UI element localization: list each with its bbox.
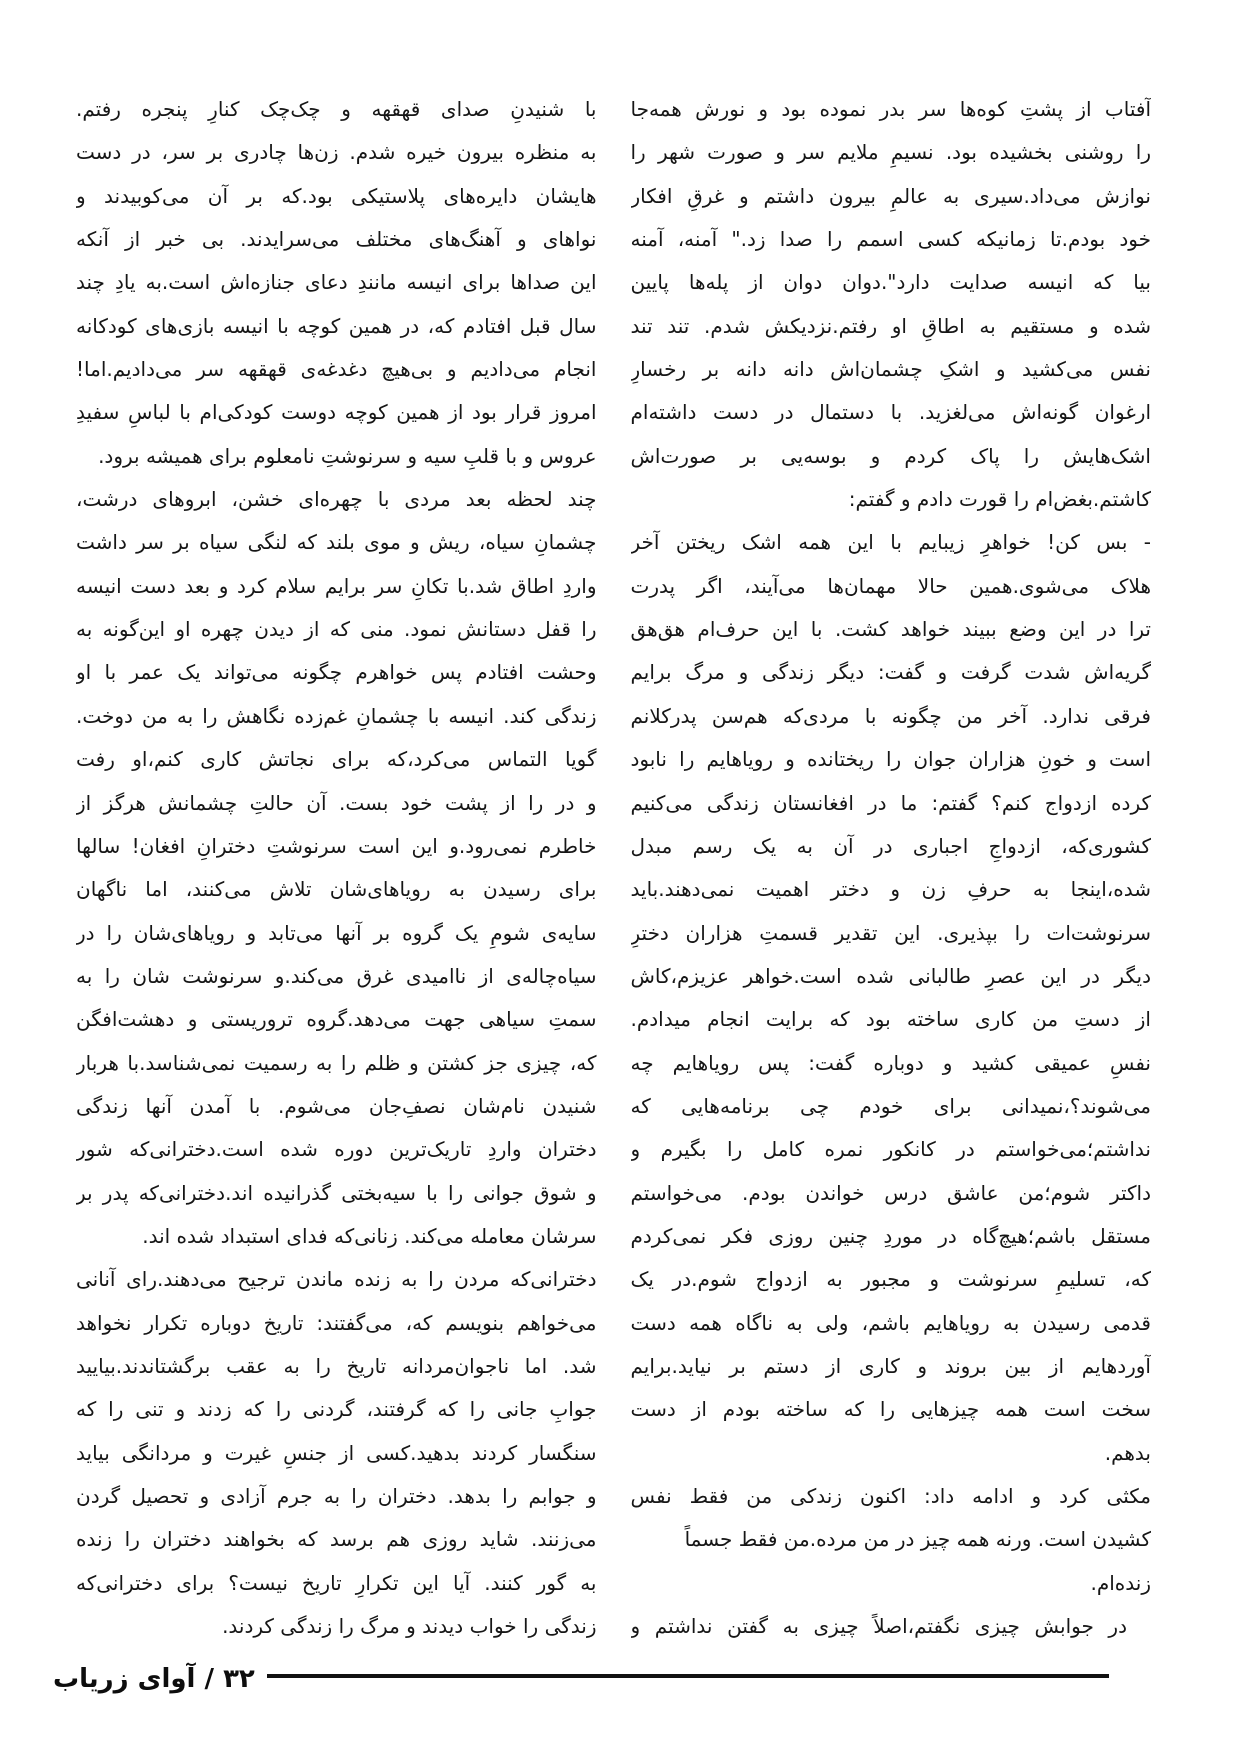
- text-column-right: [631, 88, 1152, 1648]
- text-line: را قفل دستانش نمود. منی که از دیدن چهره او این‌گونه به: [76, 617, 597, 642]
- text-line: زندگی کند. انیسه با چشمانِ غم‌زده نگاهش را به من دوخت.: [76, 703, 597, 728]
- text-line: جوابِ جانی را که گرفتند، گردنی را که زدند و تنی را که: [76, 1397, 597, 1422]
- text-line: انجام می‌دادیم و بی‌هیچ دغدغه‌ی قهقهه سر می‌دادیم.اما!: [76, 357, 597, 382]
- text-line: این صداها برای انیسه مانندِ دعای جنازه‌اش است.به یادِ چند: [76, 270, 597, 295]
- text-line: سایه‌ی شومِ یک گروه بر آنها می‌تابد و رویاهای‌شان را در: [76, 920, 597, 945]
- text-line: فرقی ندارد. آخر من چگونه با مردی‌که هم‌سن پدرکلانم: [630, 703, 1151, 728]
- page-footer: [53, 1656, 1067, 1702]
- text-column-left: [76, 88, 597, 1648]
- text-line: کشیدن است. ورنه همه چیز در من مرده.من فقط جسماً: [684, 1527, 1151, 1552]
- text-line: خاطرم نمی‌رود.و این است سرنوشتِ دخترانِ افغان! سالها: [76, 833, 597, 858]
- text-line: به گور کنند. آیا این تکرارِ تاریخ نیست؟ برای دخترانی‌که: [76, 1570, 597, 1595]
- text-line: شنیدن نام‌شان نصفِ‌جان می‌شوم. با آمدن آنها زندگی: [76, 1093, 597, 1118]
- footer-rule: [267, 1674, 1109, 1678]
- text-line: و شوق جوانی را با سیه‌بختی گذرانیده اند.دخترانی‌که پدر بر: [76, 1180, 597, 1205]
- text-line: سنگسار کردند بدهید.کسی از جنسِ غیرت و مردانگی بیاید: [76, 1440, 597, 1465]
- text-line: سال قبل افتادم که، در همین کوچه با انیسه بازی‌های کودکانه: [76, 313, 597, 338]
- text-line: دیگر در این عصرِ طالبانی شده است.خواهر عزیزم،کاش: [630, 963, 1151, 988]
- text-line: گریه‌اش شدت گرفت و گفت: دیگر زندگی و مرگ برایم: [630, 660, 1151, 685]
- text-line: دختران واردِ تاریک‌ترین دوره شده است.دخترانی‌که شور: [76, 1137, 597, 1162]
- text-line: بیا که انیسه صدایت دارد".دوان دوان از پله‌ها پایین: [630, 270, 1151, 295]
- text-line: کرده ازدواج کنم؟ گفتم: ما در افغانستان زندگی می‌کنیم: [630, 790, 1151, 815]
- text-line: به منظره بیرون خیره شدم. زن‌ها چادری بر سر، در دست: [76, 140, 597, 165]
- text-line: و جوابم را بدهد. دختران را به جرم آزادی و تحصیل گردن: [76, 1484, 597, 1508]
- text-line: ارغوان گونه‌اش می‌لغزید. با دستمال در دست داشته‌ام: [630, 400, 1151, 425]
- text-line: گویا التماس می‌کرد،که برای نجاتش کاری کنم،او رفت: [76, 747, 597, 772]
- text-line: نفس می‌کشید و اشکِ چشمان‌اش دانه دانه بر رخسارِ: [630, 357, 1151, 382]
- text-line: سخت است همه چیزهایی را که ساخته بودم از دست: [630, 1397, 1151, 1422]
- text-line: که، تسلیمِ سرنوشت و مجبور به ازدواج شوم.در یک: [630, 1267, 1151, 1292]
- text-line: وحشت افتادم پس خواهرم چگونه می‌تواند یک عمر با او: [76, 660, 597, 685]
- text-line: هلاک می‌شوی.همین حالا مهمان‌ها می‌آیند، اگر پدرت: [630, 573, 1151, 598]
- text-line: نفسِ عمیقی کشید و دوباره گفت: پس رویاهایم چه: [630, 1050, 1151, 1075]
- text-line: خود بودم.تا زمانیکه کسی اسمم را صدا زد." آمنه، آمنه: [630, 227, 1151, 252]
- text-line: کاشتم.بغض‌ام را قورت دادم و گفتم:: [848, 487, 1151, 512]
- text-line: شد. اما ناجوان‌مردانه تاریخ را به عقب برگشتاندند.بیایید: [76, 1353, 597, 1378]
- text-line: می‌خواهم بنویسم که، می‌گفتند: تاریخ دوباره تکرار نخواهد: [76, 1310, 597, 1335]
- text-line: نداشتم؛می‌خواستم در کانکور نمره کامل را بگیرم و: [630, 1137, 1151, 1162]
- text-line: داکتر شوم؛من عاشق درس خواندن بودم. می‌خواستم: [630, 1180, 1151, 1205]
- text-line: کشوری‌که، ازدواجِ اجباری در آن به یک رسم مبدل: [630, 833, 1151, 858]
- text-line: هایشان دایره‌های پلاستیکی بود.که بر آن می‌کوبیدند و: [76, 183, 597, 208]
- text-line: در جوابش چیزی نگفتم،اصلاً چیزی به گفتن نداشتم و: [630, 1614, 1127, 1639]
- text-line: نوازش می‌داد.سیری به عالمِ بیرون داشتم و غرقِ افکار: [630, 183, 1151, 208]
- text-line: بدهم.: [1104, 1440, 1151, 1465]
- text-line: قدمی رسیدن به رویاهایم باشم، ولی به ناگاه همه دست: [630, 1310, 1151, 1335]
- text-line: سمتِ سیاهی جهت می‌دهد.گروه تروریستی و دهشت‌افگن: [76, 1007, 597, 1032]
- text-line: شده و مستقیم به اطاقِ او رفتم.نزدیکش شدم. تند تند: [630, 313, 1151, 338]
- text-line: و در را از پشت خود بست. آن حالتِ چشمانش هرگز از: [76, 790, 597, 815]
- text-line: برای رسیدن به رویاهای‌شان تلاش می‌کنند، اما ناگهان: [76, 877, 597, 902]
- text-line: سرنوشت‌ات را بپذیری. این تقدیر قسمتِ هزاران دخترِ: [630, 920, 1151, 945]
- text-columns: [76, 88, 1151, 1648]
- text-line: مستقل باشم؛هیچ‌گاه در موردِ چنین روزی فکر نمی‌کردم: [630, 1223, 1151, 1248]
- text-line: زندگی را خواب دیدند و مرگ را زندگی کردند.: [222, 1614, 597, 1639]
- text-line: از دستِ من کاری ساخته بود که برایت انجام میدادم.: [630, 1007, 1151, 1032]
- text-line: ترا در این وضع ببیند خواهد کشت. با این حرف‌ام هق‌هق: [630, 617, 1151, 642]
- text-line: آفتاب از پشتِ کوه‌ها سر بدر نموده بود و نورش همه‌جا: [630, 97, 1151, 121]
- text-line: زنده‌ام.: [1090, 1570, 1151, 1595]
- text-line: که، چیزی جز کشتن و ظلم را به رسمیت نمی‌شناسد.با هربار: [76, 1050, 597, 1075]
- text-line: سیاه‌چاله‌ی از ناامیدی غرق می‌کند.و سرنوشت شان را به: [76, 963, 597, 988]
- page-number-and-magazine-title: ۳۲ / آوای زریاب: [53, 1664, 255, 1694]
- text-line: با شنیدنِ صدای قهقهه و چک‌چک کنارِ پنجره رفتم.: [76, 97, 597, 121]
- text-line: چند لحظه بعد مردی با چهره‌ای خشن، ابروهای درشت،: [76, 487, 597, 512]
- text-line: نواهای و آهنگ‌های مختلف می‌سرایدند. بی خبر از آنکه: [76, 227, 597, 252]
- text-line: - بس کن! خواهرِ زیبایم با این همه اشک ریختن آخر: [630, 530, 1151, 555]
- text-line: اشک‌هایش را پاک کردم و بوسه‌یی بر صورت‌اش: [630, 443, 1151, 468]
- text-line: سرشان معامله می‌کند. زنانی‌که فدای استبداد شده اند.: [142, 1223, 597, 1248]
- text-line: مکثی کرد و ادامه داد: اکنون زندکی من فقط نفس: [630, 1484, 1151, 1508]
- text-line: می‌شوند؟،نمیدانی برای خودم چی برنامه‌هایی که: [630, 1093, 1151, 1118]
- text-line: است و خونِ هزاران جوان را ریختانده و رویاهایم را نابود: [630, 747, 1151, 772]
- text-line: دخترانی‌که مردن را به زنده ماندن ترجیح می‌دهند.رای آنانی: [76, 1267, 597, 1292]
- text-line: عروس و با قلبِ سیه و سرنوشتِ نامعلوم برای همیشه برود.: [98, 443, 597, 468]
- text-line: می‌زنند. شاید روزی هم برسد که بخواهند دختران را زنده: [76, 1527, 597, 1552]
- text-line: شده،اینجا به حرفِ زن و دختر اهمیت نمی‌دهند.باید: [630, 877, 1151, 902]
- text-line: را روشنی بخشیده بود. نسیمِ ملایم سر و صورت شهر را: [630, 140, 1151, 165]
- text-line: آوردهایم از بین بروند و کاری از دستم بر نیاید.برایم: [630, 1353, 1151, 1378]
- text-line: امروز قرار بود از همین کوچه دوست کودکی‌ام با لباسِ سفیدِ: [76, 400, 597, 425]
- text-line: چشمانِ سیاه، ریش و موی بلند که لنگی سیاه بر سر داشت: [76, 530, 597, 555]
- text-line: واردِ اطاق شد.با تکانِ سر برایم سلام کرد و بعد دست انیسه: [76, 573, 597, 598]
